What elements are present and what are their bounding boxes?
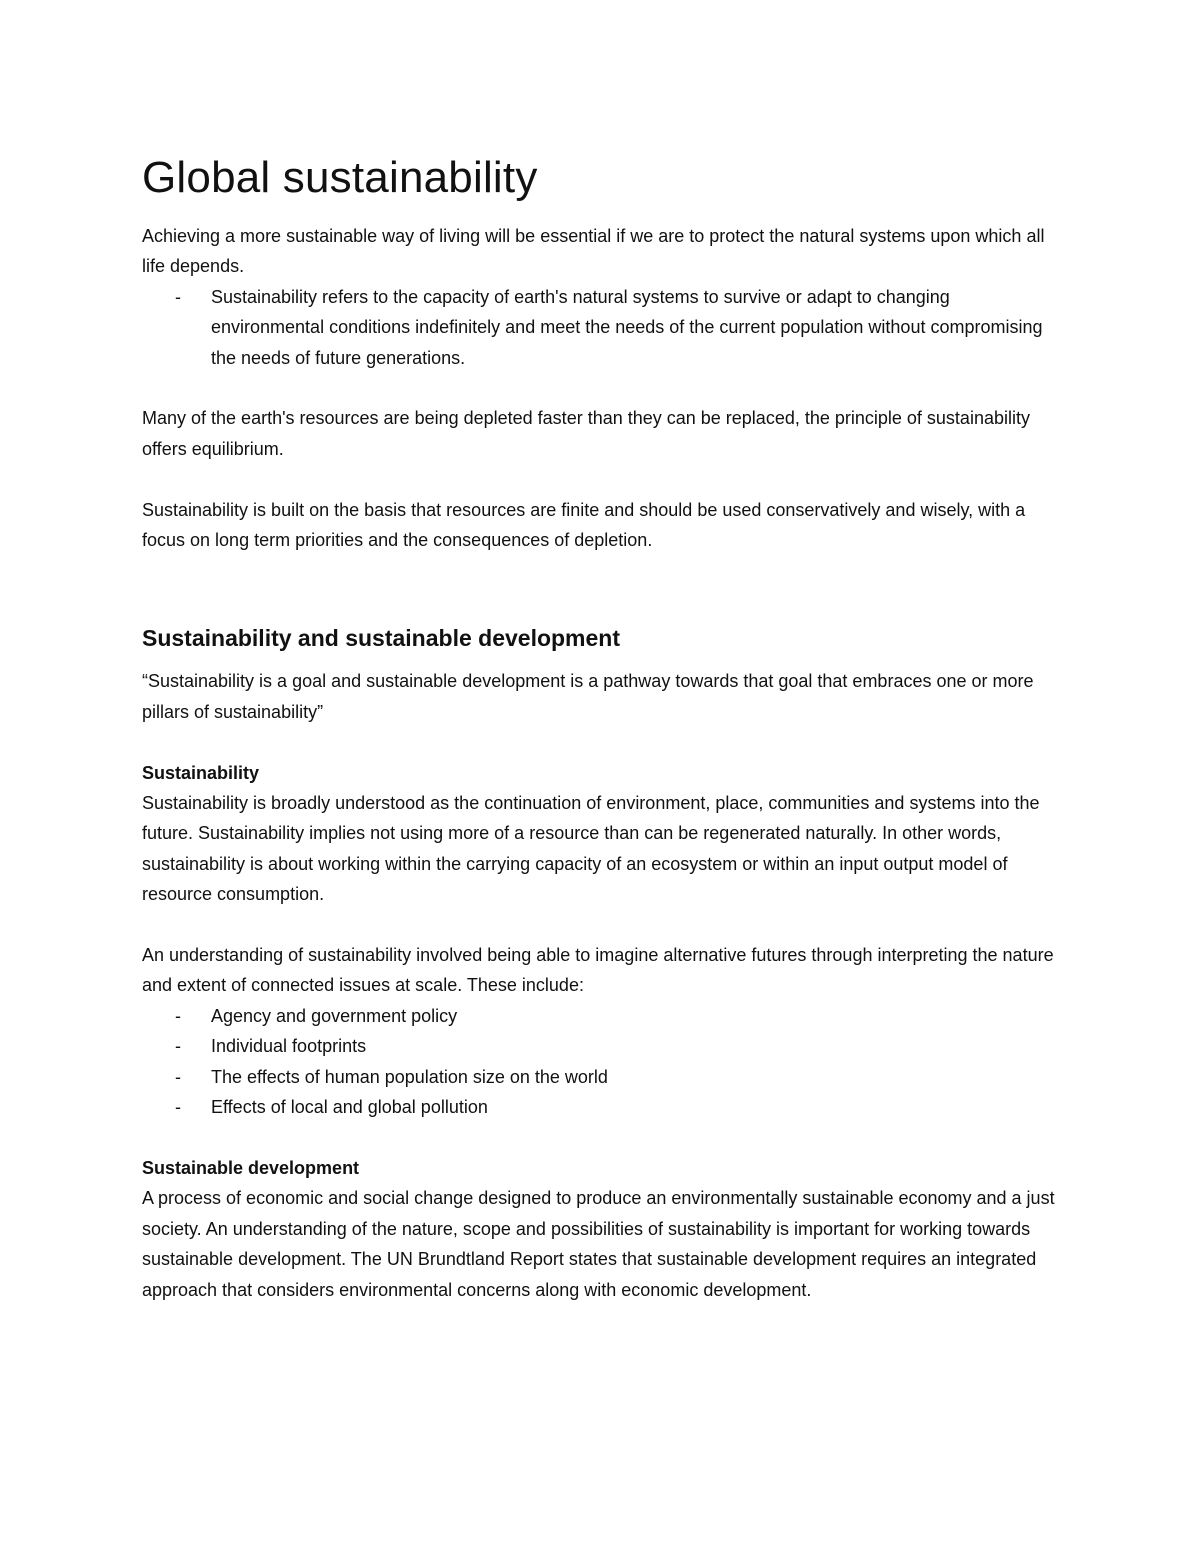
- section-gap: [142, 555, 1062, 623]
- list-item: - The effects of human population size on the world: [211, 1062, 1062, 1092]
- sustainability-heading: Sustainability: [142, 762, 260, 783]
- sustainability-body: Sustainability is broadly understood as the continuation of environment, place, communities and systems into the future. Sustainability implies not using more of a resource than can be regenerated naturally. In other words, sustainability is about working within the carrying capacity of an ecosystem or within an input output model of resource consumption.: [142, 793, 1040, 905]
- paragraph-gap: [142, 464, 1062, 494]
- paragraph-gap: [142, 1123, 1062, 1153]
- paragraph-gap: [142, 727, 1062, 757]
- document-page: [142, 148, 1062, 1305]
- intro-paragraph: Achieving a more sustainable way of living will be essential if we are to protect the natural systems upon which all life depends.: [142, 226, 1045, 277]
- list-item: - Individual footprints: [211, 1031, 1062, 1061]
- section-heading: Sustainability and sustainable development: [142, 625, 621, 652]
- list-item: - Sustainability refers to the capacity of earth's natural systems to survive or adapt to changing environmental conditions indefinitely and meet the needs of the current population without compromising the needs of future generations.: [211, 282, 1062, 373]
- finite-paragraph: Sustainability is built on the basis that resources are finite and should be used conservatively and wisely, with a focus on long term priorities and the consequences of depletion.: [142, 499, 1026, 551]
- issues-bullet-list: [142, 1001, 1062, 1123]
- list-item: - Agency and government policy: [211, 1001, 1062, 1031]
- section-quote: “Sustainability is a goal and sustainable development is a pathway towards that goal that embraces one or more pillars of sustainability”: [142, 671, 1034, 722]
- sustainable-development-heading: Sustainable development: [142, 1157, 360, 1178]
- resources-paragraph: Many of the earth's resources are being depleted faster than they can be replaced, the principle of sustainability offers equilibrium.: [142, 408, 1030, 459]
- intro-bullet-list: [142, 282, 1062, 373]
- paragraph-gap: [142, 910, 1062, 940]
- sustainability-understanding: An understanding of sustainability involved being able to imagine alternative futures through interpreting the nature and extent of connected issues at scale. These include:: [142, 945, 1054, 996]
- paragraph-gap: [142, 373, 1062, 403]
- list-item: - Effects of local and global pollution: [211, 1092, 1062, 1122]
- document-title: Global sustainability: [142, 153, 538, 202]
- sustainable-development-body: A process of economic and social change designed to produce an environmentally sustainable economy and a just society. An understanding of the nature, scope and possibilities of sustainability is important for working towards sustainable development. The UN Brundtland Report states that sustainable development requires an integrated approach that considers environmental concerns along with economic development.: [142, 1188, 1055, 1300]
